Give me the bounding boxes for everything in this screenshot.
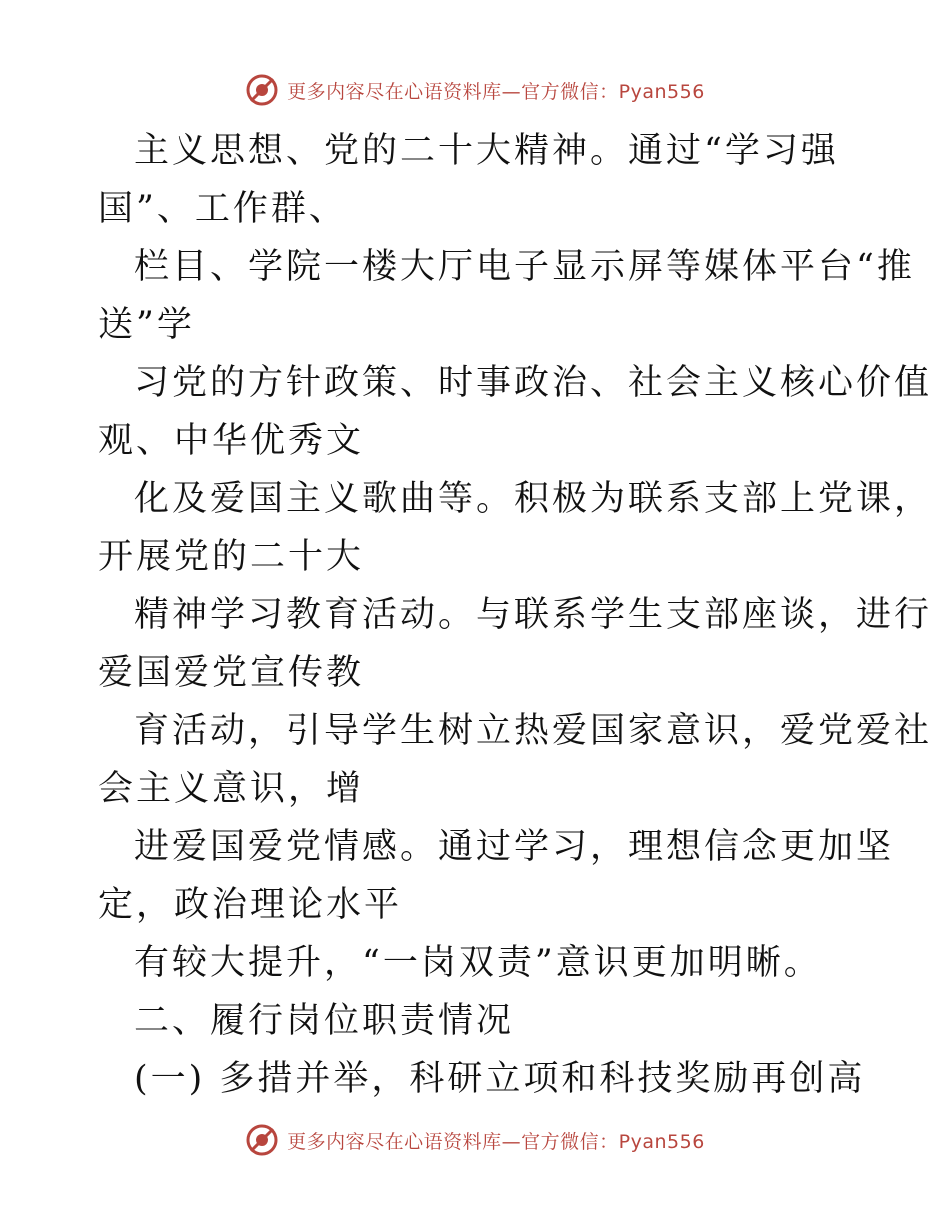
text-line: 开展党的二十大 (98, 537, 365, 577)
brand-logo-icon (245, 73, 279, 107)
header-banner (0, 70, 950, 110)
text-line: 送”学 (98, 305, 195, 345)
text-line: 育活动，引导学生树立热爱国家意识，爱党爱社 (134, 711, 933, 751)
text-line: (一) 多措并举，科研立项和科技奖励再创高 (134, 1059, 866, 1099)
text-line: 国”、工作群、 (98, 189, 347, 229)
banner-text: 更多内容尽在心语资料库—官方微信：Pyan556 (287, 80, 705, 103)
text-line: 栏目、学院一楼大厅电子显示屏等媒体平台“推 (134, 247, 915, 287)
text-line: 观、中华优秀文 (98, 421, 365, 461)
brand-logo-icon (245, 1123, 279, 1157)
text-line: 爱国爱党宣传教 (98, 653, 365, 693)
text-line: 习党的方针政策、时事政治、社会主义核心价值 (134, 363, 933, 403)
text-line: 主义思想、党的二十大精神。通过“学习强 (134, 131, 839, 171)
text-line: 有较大提升，“一岗双责”意识更加明晰。 (134, 943, 822, 983)
footer-banner (0, 1120, 950, 1160)
text-line: 二、履行岗位职责情况 (134, 1001, 515, 1041)
text-line: 定，政治理论水平 (98, 885, 403, 925)
text-line: 化及爱国主义歌曲等。积极为联系支部上党课， (134, 479, 933, 519)
text-line: 进爱国爱党情感。通过学习，理想信念更加坚 (134, 827, 895, 867)
banner-text: 更多内容尽在心语资料库—官方微信：Pyan556 (287, 1130, 705, 1153)
text-line: 会主义意识，增 (98, 769, 365, 809)
text-line: 精神学习教育活动。与联系学生支部座谈，进行 (134, 595, 933, 635)
document-body (98, 122, 933, 1108)
